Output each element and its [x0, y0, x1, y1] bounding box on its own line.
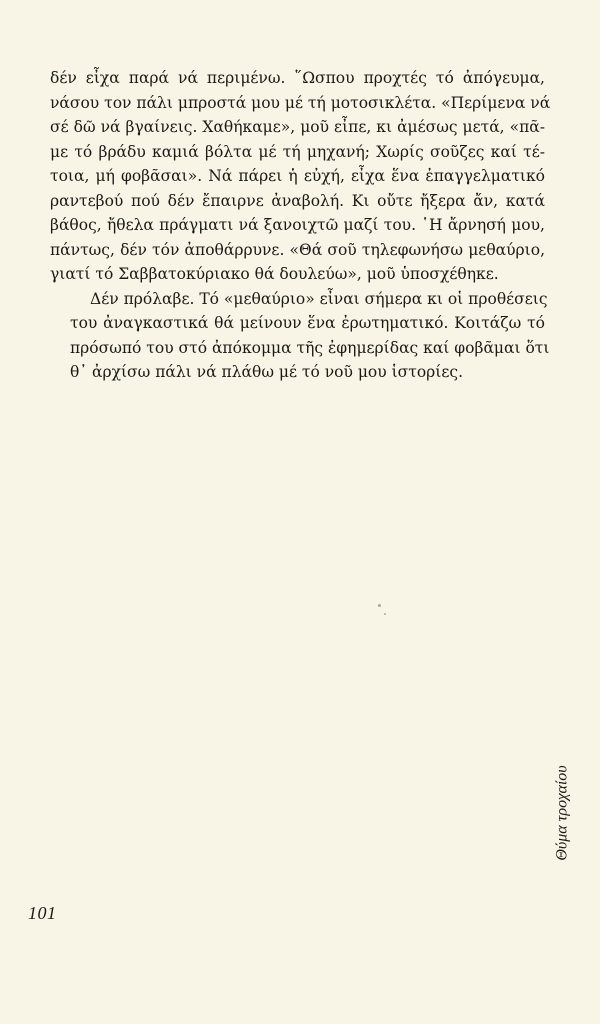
text-line: γιατί τό Σαββατοκύριακο θά δουλεύω», μοῦ ὑποσχέθηκε. — [50, 265, 499, 283]
running-head — [541, 748, 585, 878]
text-line: Δέν πρόλαβε. Τό «μεθαύριο» εἶναι σήμερα κι οἱ προθέσεις — [90, 289, 548, 308]
text-line: σέ δῶ νά βγαίνεις. Χαθήκαμε», μοῦ εἶπε, κι ἀμέσως μετά, «πᾶ- — [50, 118, 545, 136]
text-line: πάντως, δέν τόν ἀποθάρρυνε. «Θά σοῦ τηλεφωνήσω μεθαύριο, — [50, 240, 545, 259]
print-speck — [384, 613, 386, 615]
text-line: πρόσωπό του στό ἀπόκομμα τῆς ἐφημερίδας καί φοβᾶμαι ὅτι — [70, 338, 550, 357]
print-speck — [378, 604, 381, 607]
text-line: θ᾿ ἀρχίσω πάλι νά πλάθω μέ τό νοῦ μου ἱστορίες. — [70, 363, 463, 381]
body-text — [50, 66, 551, 385]
page-number: 101 — [28, 903, 57, 923]
text-line: ραντεβού πού δέν ἔπαιρνε ἀναβολή. Κι οὔτε ἤξερα ἄν, κατά — [50, 191, 545, 210]
paragraph-2 — [50, 287, 550, 385]
paragraph-1 — [50, 66, 551, 287]
text-line: δέν εἶχα παρά νά περιμένω. ῞Ωσπου προχτές τό ἀπόγευμα, — [50, 69, 545, 87]
running-head-title: Θύμα τροχαίου — [554, 765, 571, 861]
text-line: νάσου τον πάλι μπροστά μου μέ τή μοτοσικλέτα. «Περίμενα νά — [50, 93, 551, 112]
text-line: τοια, μή φοβᾶσαι». Νά πάρει ἡ εὐχή, εἶχα ἕνα ἐπαγγελματικό — [50, 167, 545, 185]
text-line: του ἀναγκαστικά θά μείνουν ἕνα ἐρωτηματικό. Κοιτάζω τό — [70, 314, 545, 332]
text-line: με τό βράδυ καμιά βόλτα μέ τή μηχανή; Χωρίς σοῦζες καί τέ- — [50, 142, 545, 161]
text-line: βάθος, ἤθελα πράγματι νά ξανοιχτῶ μαζί του. ῾Η ἄρνησή μου, — [50, 216, 545, 234]
